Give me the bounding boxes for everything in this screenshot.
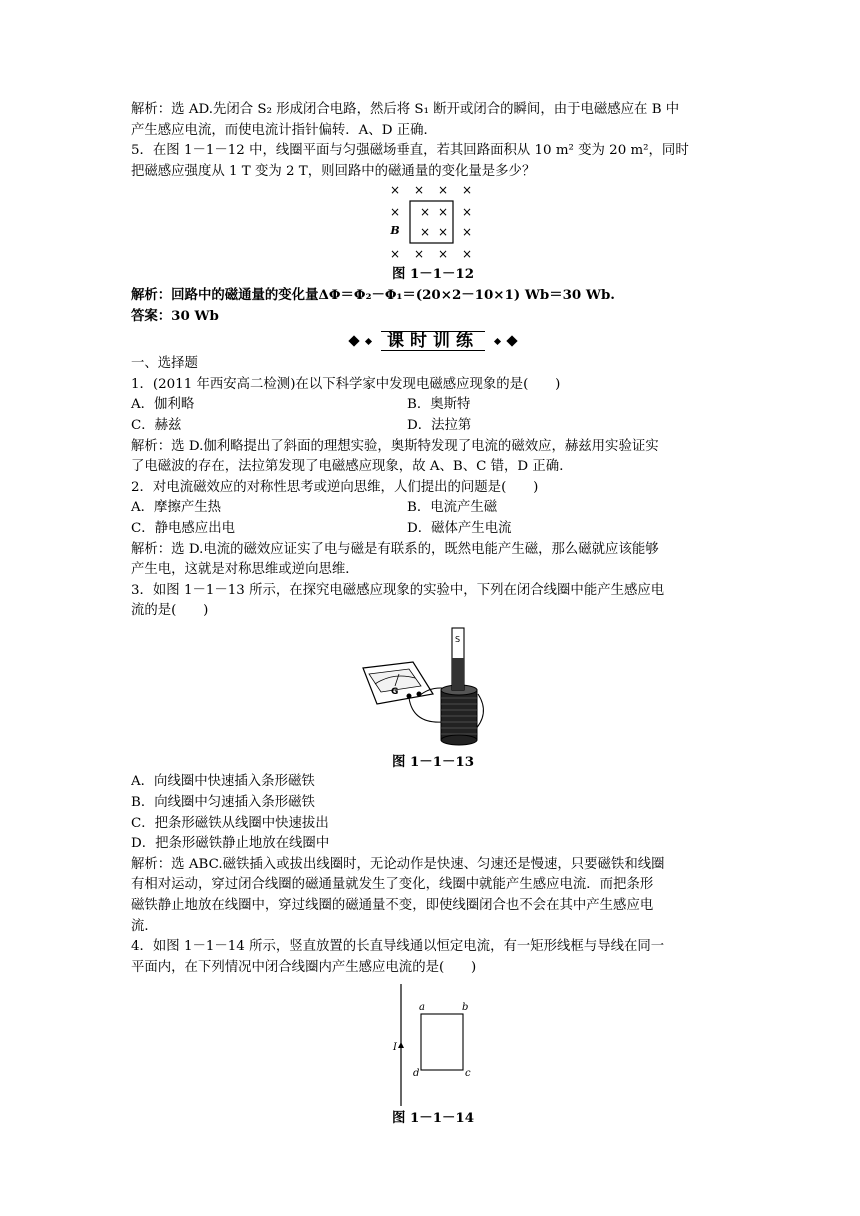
- q5-stem-line-2: 把磁感应强度从 1 T 变为 2 T，则回路中的磁通量的变化量是多少？: [131, 163, 536, 179]
- field-mark: ×: [413, 247, 425, 262]
- field-mark: ×: [413, 183, 425, 198]
- q3-option-b: B．向线圈中匀速插入条形磁铁: [131, 795, 315, 811]
- field-mark: ×: [461, 247, 473, 262]
- q3-analysis-line-2: 有相对运动，穿过闭合线圈的磁通量就发生了变化，线圈中就能产生感应电流．而把条形: [131, 877, 654, 893]
- field-mark: ×: [461, 183, 473, 198]
- field-mark: ×: [419, 205, 431, 220]
- q3-option-c: C．把条形磁铁从线圈中快速拔出: [131, 815, 329, 831]
- q1-options-row-2: [131, 416, 735, 437]
- corner-label-a: a: [419, 1002, 425, 1014]
- field-mark: ×: [419, 225, 431, 240]
- wire: [409, 698, 443, 722]
- q3-stem-line-2: 流的是( ): [131, 603, 209, 619]
- caption-fig-1-1-13: 图 1－1－13: [391, 753, 475, 770]
- q1-option-a: A．伽利略: [131, 397, 195, 413]
- field-mark: ×: [437, 247, 449, 262]
- wire-and-loop-diagram: [383, 984, 483, 1106]
- q4-stem-line-1: 4．如图 1－1－14 所示，竖直放置的长直导线通以恒定电流，有一矩形线框与导线在同一: [131, 939, 665, 955]
- q3-analysis-line-4: 流．: [131, 918, 158, 934]
- figure-1-1-13: [131, 624, 735, 746]
- q1-analysis-line-1: 解析：选 D.伽利略提出了斜面的理想实验，奥斯特发现了电流的磁效应，赫兹用实验证实: [131, 438, 659, 454]
- q3-option-a: A．向线圈中快速插入条形磁铁: [131, 774, 315, 790]
- field-mark: ×: [389, 183, 401, 198]
- current-label: I: [393, 1042, 397, 1054]
- page-content: [131, 100, 735, 1129]
- rectangular-loop: [421, 1014, 463, 1070]
- figure-1-1-14: [131, 984, 735, 1106]
- field-mark: ×: [389, 247, 401, 262]
- q2-analysis-line-2: 产生电，这就是对称思维或逆向思维．: [131, 562, 359, 578]
- prev-analysis-line-2: 产生感应电流，而使电流计指针偏转．A、D 正确．: [131, 122, 437, 138]
- q2-stem: 2．对电流磁效应的对称性思考或逆向思维，人们提出的问题是( ): [131, 479, 539, 495]
- q2-analysis-line-1: 解析：选 D.电流的磁效应证实了电与磁是有联系的，既然电能产生磁，那么磁就应该能够: [131, 541, 659, 557]
- corner-label-c: c: [465, 1068, 471, 1080]
- figure-1-1-12: [131, 182, 735, 264]
- magnet-pole-label: S: [455, 634, 461, 644]
- q4-stem-line-2: 平面内，在下列情况中闭合线圈内产生感应电流的是( ): [131, 959, 477, 975]
- q1-option-b: B．奥斯特: [407, 397, 471, 413]
- diamond-icon: [365, 338, 372, 345]
- q1-stem: 1．(2011 年西安高二检测)在以下科学家中发现电磁感应现象的是( ): [131, 376, 561, 392]
- corner-label-d: d: [413, 1068, 420, 1080]
- magnetic-field-diagram: [383, 182, 483, 264]
- field-mark: ×: [437, 205, 449, 220]
- q2-option-b: B．电流产生磁: [407, 500, 498, 516]
- caption-fig-1-1-14: 图 1－1－14: [391, 1110, 475, 1127]
- q1-option-d: D．法拉第: [407, 417, 472, 433]
- q1-options-row-1: [131, 395, 735, 416]
- section-heading: 一、选择题: [131, 356, 198, 372]
- q5-stem-line-1: 5．在图 1－1－12 中，线圈平面与匀强磁场垂直，若其回路面积从 10 m² 变为 20 m²，同时: [131, 143, 689, 159]
- diamond-icon: [494, 338, 501, 345]
- q3-analysis-line-1: 解析：选 ABC.磁铁插入或拔出线圈时，无论动作是快速、匀速还是慢速，只要磁铁和线圈: [131, 856, 665, 872]
- q3-analysis-line-3: 磁铁静止地放在线圈中，穿过线圈的磁通量不变，即使线圈闭合也不会在其中产生感应电: [131, 898, 654, 914]
- q1-analysis-line-2: 了电磁波的存在，法拉第发现了电磁感应现象，故 A、B、C 错，D 正确．: [131, 459, 573, 475]
- field-mark: ×: [437, 183, 449, 198]
- galvanometer-label: G: [391, 686, 399, 697]
- diamond-icon: [348, 335, 359, 346]
- diamond-icon: [506, 335, 517, 346]
- caption-fig-1-1-12: 图 1－1－12: [391, 266, 475, 283]
- q2-option-c: C．静电感应出电: [131, 520, 235, 536]
- q2-options-row-1: [131, 498, 735, 519]
- field-mark: ×: [437, 225, 449, 240]
- field-mark: ×: [461, 225, 473, 240]
- field-label-b: B: [390, 224, 400, 238]
- q1-option-c: C．赫兹: [131, 417, 182, 433]
- field-mark: ×: [461, 205, 473, 220]
- section-banner: [131, 330, 735, 352]
- q2-options-row-2: [131, 519, 735, 540]
- q2-option-a: A．摩擦产生热: [131, 500, 222, 516]
- q5-answer: 答案：30 Wb: [131, 307, 219, 324]
- corner-label-b: b: [462, 1002, 469, 1014]
- q2-option-d: D．磁体产生电流: [407, 520, 512, 536]
- coil-body: [441, 690, 477, 740]
- q3-option-d: D．把条形磁铁静止地放在线圈中: [131, 836, 330, 852]
- q5-analysis: 解析：回路中的磁通量的变化量ΔΦ＝Φ₂－Φ₁＝(20×2－10×1) Wb＝30 Wb.: [131, 286, 615, 303]
- prev-analysis-line-1: 解析：选 AD.先闭合 S₂ 形成闭合电路，然后将 S₁ 断开或闭合的瞬间，由于电磁感应在 B 中: [131, 102, 680, 117]
- banner-title: 课时训练: [381, 331, 485, 351]
- field-mark: ×: [389, 205, 401, 220]
- q3-stem-line-1: 3．如图 1－1－13 所示，在探究电磁感应现象的实验中，下列在闭合线圈中能产生感应电: [131, 582, 665, 598]
- induction-experiment-diagram: [353, 624, 513, 746]
